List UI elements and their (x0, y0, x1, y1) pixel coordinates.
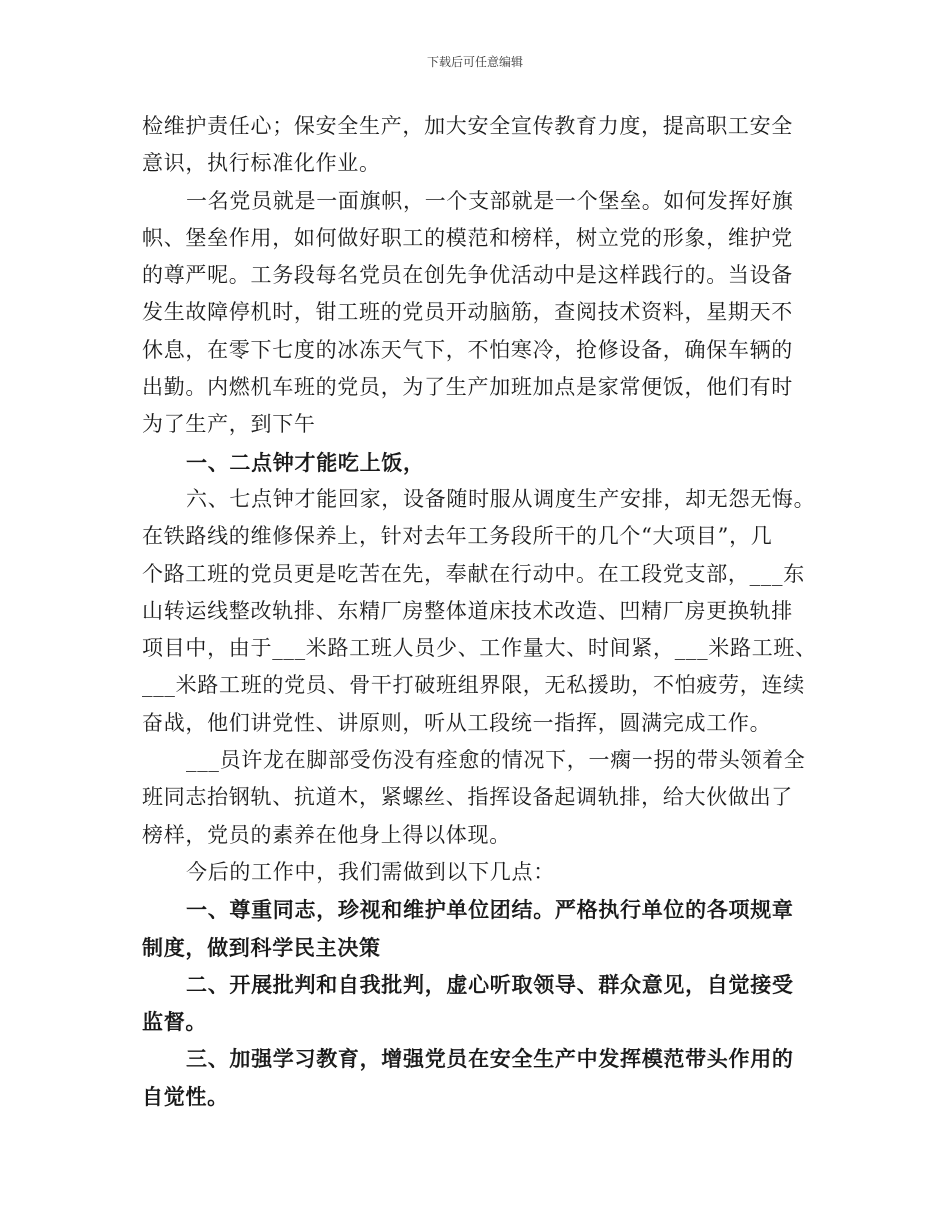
text-line: 项目中，由于___米路工班人员少、工作量大、时间紧，___米路工班、 (142, 636, 817, 661)
document-body (142, 108, 817, 1115)
text-line: 今后的工作中，我们需做到以下几点： (186, 859, 555, 884)
text-line: 出勤。内燃机车班的党员，为了生产加班加点是家常便饭，他们有时 (142, 375, 793, 400)
text-line: 六、七点钟才能回家，设备随时服从调度生产安排，却无怨无悔。 (186, 486, 816, 511)
text-line: 奋战，他们讲党性、讲原则，听从工段统一指挥，圆满完成工作。 (142, 710, 772, 735)
text-line: 班同志抬钢轨、抗道木，紧螺丝、指挥设备起调轨排，给大伙做出了 (142, 785, 793, 810)
text-line: 发生故障停机时，钳工班的党员开动脑筋，查阅技术资料，星期天不 (142, 300, 793, 325)
text-line: 帜、堡垒作用，如何做好职工的模范和榜样，树立党的形象，维护党 (142, 225, 793, 250)
text-line: 个路工班的党员更是吃苦在先，奉献在行动中。在工段党支部，___东 (142, 561, 805, 586)
text-line: 制度，做到科学民主决策 (142, 934, 381, 960)
text-line: 监督。 (142, 1009, 208, 1035)
text-line: 休息，在零下七度的冰冻天气下，不怕寒冷，抢修设备，确保车辆的 (142, 337, 793, 362)
text-line: 自觉性。 (142, 1083, 229, 1109)
text-line: 一、尊重同志，珍视和维护单位团结。严格执行单位的各项规章 (186, 897, 794, 923)
page-header: 下载后可任意编辑 (426, 55, 523, 69)
text-line: 为了生产，到下午 (142, 412, 316, 437)
text-line: ___员许龙在脚部受伤没有痊愈的情况下，一瘸一拐的带头领着全 (186, 748, 806, 773)
text-line: 一名党员就是一面旗帜，一个支部就是一个堡垒。如何发挥好旗 (186, 188, 794, 213)
text-line: 一、二点钟才能吃上饭， (186, 449, 425, 475)
text-line: 的尊严呢。工务段每名党员在创先争优活动中是这样践行的。当设备 (142, 263, 793, 288)
text-line: ___米路工班的党员、骨干打破班组界限，无私援助，不怕疲劳，连续 (142, 673, 805, 698)
text-line: 榜样，党员的素养在他身上得以体现。 (142, 822, 511, 847)
text-line: 在铁路线的维修保养上，针对去年工务段所干的几个“大项目”，几 (142, 524, 773, 549)
text-line: 二、开展批判和自我批判，虚心听取领导、群众意见，自觉接受 (186, 971, 794, 997)
text-line: 三、加强学习教育，增强党员在安全生产中发挥模范带头作用的 (186, 1046, 794, 1072)
text-line: 意识，执行标准化作业。 (142, 151, 381, 176)
text-line: 山转运线整改轨排、东精厂房整体道床技术改造、凹精厂房更换轨排 (142, 598, 793, 623)
text-line: 检维护责任心；保安全生产，加大安全宣传教育力度，提高职工安全 (142, 114, 793, 138)
